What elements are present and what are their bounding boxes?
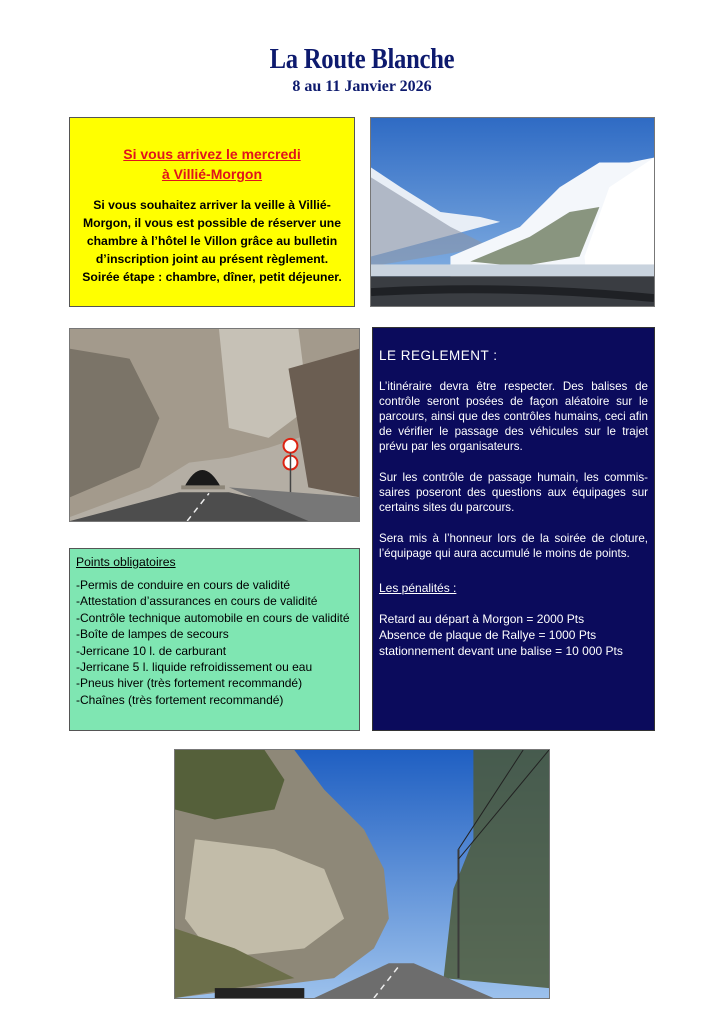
tunnel-photo bbox=[69, 328, 360, 522]
mandatory-item: -Permis de conduire en cours de validité bbox=[76, 578, 291, 592]
rules-title: LE REGLEMENT : bbox=[379, 348, 498, 363]
penalties-title: Les pénalités : bbox=[379, 581, 457, 595]
page-subtitle: 8 au 11 Janvier 2026 bbox=[292, 78, 432, 95]
mandatory-item: -Pneus hiver (très fortement recommandé) bbox=[76, 676, 303, 691]
cliff-road-photo bbox=[174, 749, 550, 999]
mandatory-item: -Attestation d’assurances en cours de validité bbox=[76, 594, 318, 609]
mandatory-title: Points obligatoires bbox=[76, 555, 176, 569]
page-title: La Route Blanche bbox=[269, 44, 455, 75]
rules-paragraph: Sera mis à l’honneur lors de la soirée de cloture, l’équipage qui aura accumulé le moins de points. bbox=[379, 532, 648, 560]
arrival-info-box bbox=[69, 117, 355, 307]
arrival-heading-line2: à Villié-Morgon bbox=[161, 166, 263, 182]
penalty-item: Retard au départ à Morgon = 2000 Pts bbox=[379, 612, 585, 626]
rules-paragraph: L’itinéraire devra être respecter. Des balises de contrôle seront posées de façon aléatoire sur le parcours, ainsi que des contrôles humains, ceci afin de vérifier le passage des véhicules sur le trajet prévu par les organisateurs. bbox=[379, 380, 648, 453]
rules-paragraph: Sur les contrôle de passage humain, les commis-saires poseront des questions aux équipages sur certains sites du parcours. bbox=[379, 471, 648, 514]
mandatory-items-box bbox=[69, 548, 360, 731]
rules-box bbox=[372, 327, 655, 731]
mandatory-item: -Jerricane 10 l. de carburant bbox=[76, 643, 227, 658]
mandatory-item: -Chaînes (très fortement recommandé) bbox=[76, 692, 284, 707]
arrival-body-text: Si vous souhaitez arriver la veille à Villié-Morgon, il vous est possible de réserver une chambre à l’hôtel le Villon grâce au bulletin d’inscription joint au présent règlement. Soirée étape : chambre, dîner, petit déjeuner. bbox=[82, 198, 342, 284]
snowy-mountain-photo bbox=[370, 117, 655, 307]
mandatory-item: -Contrôle technique automobile en cours de validité bbox=[76, 610, 350, 625]
penalty-item: Absence de plaque de Rallye = 1000 Pts bbox=[379, 628, 597, 642]
arrival-heading-line1: Si vous arrivez le mercredi bbox=[123, 146, 301, 162]
mandatory-item: -Boîte de lampes de secours bbox=[76, 627, 229, 642]
mandatory-item: -Jerricane 5 l. liquide refroidissement ou eau bbox=[76, 660, 313, 675]
penalty-item: stationnement devant une balise = 10 000 Pts bbox=[379, 644, 623, 658]
